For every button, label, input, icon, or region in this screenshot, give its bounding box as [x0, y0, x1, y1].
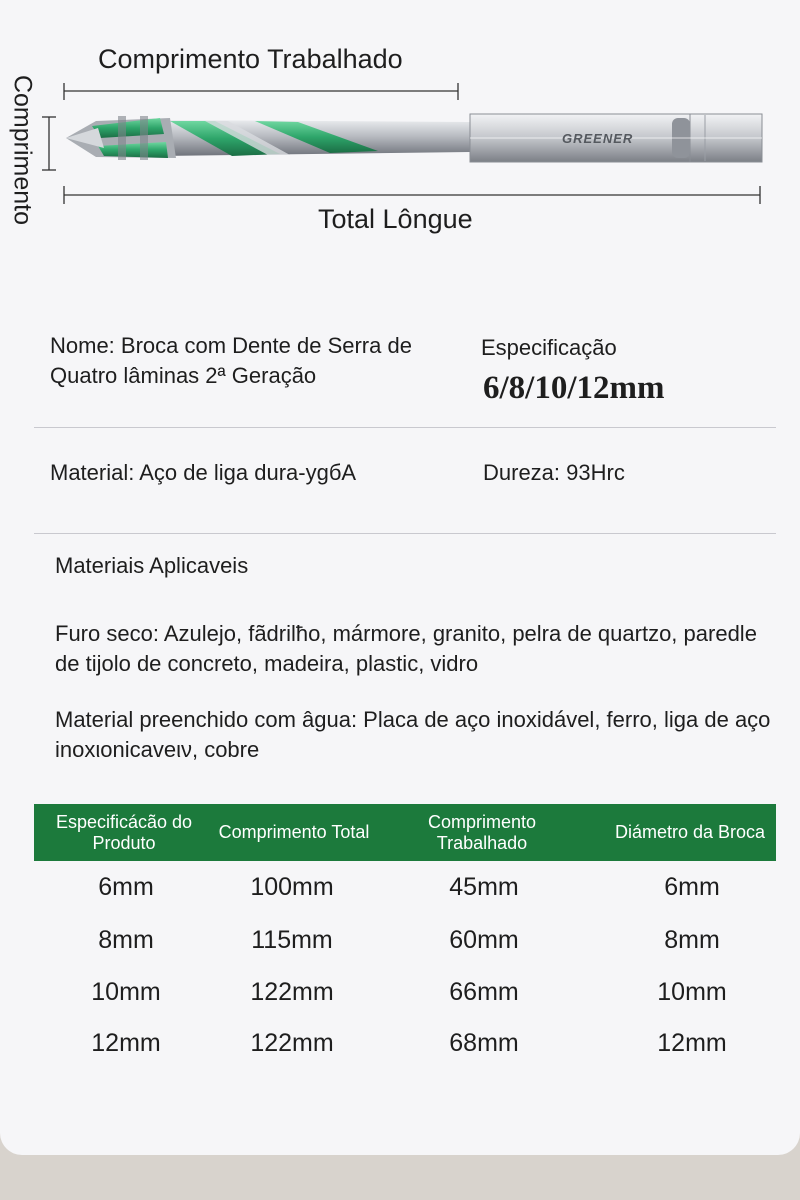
- table-cell: 122mm: [250, 1029, 334, 1057]
- table-cell: 8mm: [664, 926, 720, 954]
- table-cell: 6mm: [98, 873, 154, 901]
- divider: [34, 427, 776, 428]
- spec-value: 6/8/10/12mm: [483, 370, 665, 406]
- table-row: [0, 978, 800, 1018]
- dry-drilling-text: Furo seco: Azulejo, fãdrilħo, mármore, granito, pelra de quartzo, paredle de tijolo de concreto, madeira, plastic, vidro: [55, 621, 757, 676]
- total-length-label: Total Lôngue: [318, 204, 473, 234]
- table-row: [0, 873, 800, 913]
- table-cell: 68mm: [449, 1029, 519, 1057]
- bit-brand-text: GREENER: [562, 131, 634, 146]
- header-bit-diameter: Diámetro da Broca: [614, 822, 766, 842]
- drill-bit: [66, 114, 762, 162]
- total-length-dimension: [64, 186, 760, 204]
- table-header: [34, 804, 776, 861]
- table-cell: 60mm: [449, 926, 519, 954]
- header-working-length: Comprimento Trabalhado: [427, 811, 537, 853]
- product-name: Nome: Broca com Dente de Serra de Quatro lâminas 2ª Geração: [50, 333, 412, 388]
- diameter-label: Comprimento: [8, 74, 37, 226]
- table-cell: 100mm: [250, 873, 334, 901]
- diameter-dimension: [42, 117, 56, 170]
- table-cell: 10mm: [657, 978, 727, 1006]
- applicable-materials-title: Materiais Aplicaveis: [55, 553, 249, 578]
- divider: [34, 533, 776, 534]
- table-cell: 122mm: [250, 978, 334, 1006]
- table-cell: 12mm: [91, 1029, 161, 1057]
- working-length-label: Comprimento Trabalhado: [98, 44, 403, 74]
- material-text: Material: Aço de liga dura-ygбA: [50, 460, 357, 485]
- hardness-text: Dureza: 93Hrc: [483, 460, 625, 485]
- water-drilling-text: Material preenchido com âgua: Placa de aço inoxidável, ferro, liga de aço inoxιonicaveιν, cobre: [55, 707, 771, 762]
- header-total-length: Comprimento Total: [218, 822, 370, 842]
- table-cell: 45mm: [449, 873, 519, 901]
- spec-label: Especificação: [481, 335, 617, 360]
- table-cell: 6mm: [664, 873, 720, 901]
- table-row: [0, 1029, 800, 1069]
- working-length-dimension: [64, 83, 458, 100]
- table-cell: 66mm: [449, 978, 519, 1006]
- table-cell: 12mm: [657, 1029, 727, 1057]
- table-row: [0, 926, 800, 966]
- table-cell: 10mm: [91, 978, 161, 1006]
- header-product-spec: Especificácão do Produto: [55, 811, 193, 853]
- table-cell: 8mm: [98, 926, 154, 954]
- table-cell: 115mm: [251, 926, 333, 954]
